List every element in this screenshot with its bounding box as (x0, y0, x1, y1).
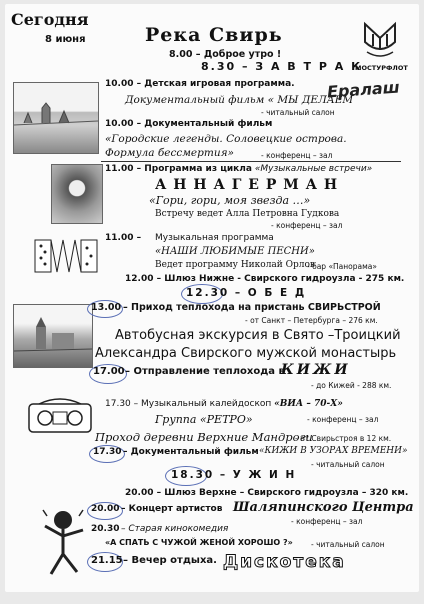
line-bar: - бар «Панорама» (307, 262, 377, 271)
disco-word: Дискотека (223, 552, 346, 572)
line-conf-hall-4: - конференц – зал (291, 517, 363, 526)
date-label: 8 июня (45, 34, 86, 45)
line-orlov: Ведет программу Николай Орлов (155, 260, 316, 270)
line-conf-hall-3: - конференц – зал (307, 415, 379, 424)
departure-time: 17.00 (93, 366, 125, 377)
line-mandrogi: Проход деревни Верхние Мандроги (95, 430, 313, 444)
line-arrival: – Приход теплохода на пристань СВИРЬСТРОЙ (123, 302, 381, 313)
doc-time: 17.30 (93, 447, 122, 457)
monastery-island-photo (13, 82, 99, 154)
cassette-player-illustration (25, 396, 95, 436)
yeralash-logo: Ералаш (326, 77, 401, 102)
line-to-kizhi: - до Кижей - 288 км. (311, 381, 392, 390)
line-retro: Группа «РЕТРО» (155, 413, 253, 426)
line-reading-salon-3: - читальный салон (311, 540, 385, 549)
line-chaliapin: Шаляпинского Центра (233, 500, 414, 515)
mosturflot-logo (361, 20, 399, 60)
line-kizhi-film: «КИЖИ В УЗОРАХ ВРЕМЕНИ» (259, 446, 408, 456)
logo-text: МОСТУРФЛОТ (355, 64, 408, 72)
line-10-doc: 10.00 – Документальный фильм (105, 119, 273, 129)
dancer-illustration (33, 504, 93, 580)
line-conf-hall-1: - конференц – зал (261, 151, 333, 160)
line-comedy-title: «А СПАТЬ С ЧУЖОЙ ЖЕНОЙ ХОРОШО ?» (105, 538, 293, 547)
monastery-photo (13, 304, 93, 368)
anna-german-title: А Н Н А Г Е Р М А Н (155, 177, 339, 193)
concert-time: 20.00 (91, 504, 120, 514)
dinner-line: 18.30 – У Ж И Н (171, 469, 297, 481)
line-monastery: Александра Свирского мужской монастырь (95, 346, 397, 361)
line-yeralash-film: Документальный фильм « МЫ ДЕЛАЕМ (125, 94, 354, 106)
kizhi-word: КИЖИ (281, 362, 351, 378)
line-good-morning: 8.00 – Доброе утро ! (169, 49, 282, 60)
line-concert: – Концерт артистов (121, 504, 223, 514)
line-evening: – Вечер отдыха. (123, 555, 217, 566)
line-legends: «Городские легенды. Соловецкие острова. (105, 133, 347, 145)
line-formula: Формула бессмертия» (105, 147, 234, 159)
line-11-music: Музыкальная программа (155, 233, 274, 243)
line-from-svirstroy: - от Свирьстроя в 12 км. (295, 434, 392, 443)
line-lock-upper: 20.00 – Шлюз Верхне – Свирского гидроузла – 320 км. (125, 488, 409, 498)
line-from-spb: - от Санкт – Петербурга – 276 км. (245, 316, 378, 325)
line-bus-tour: Автобусная экскурсия в Свято –Троицкий (115, 328, 401, 343)
line-conf-hall-2: - конференц – зал (271, 221, 343, 230)
evening-time: 21.15 (91, 555, 123, 566)
accordion-illustration (33, 234, 99, 278)
singer-portrait-photo (51, 164, 103, 224)
lunch-line: 12.30 – О Б Е Д (186, 287, 307, 299)
line-reading-salon-2: - читальный салон (311, 460, 385, 469)
line-departure: – Отправление теплохода в (125, 366, 285, 377)
arrival-time: 13.00 (91, 302, 122, 313)
line-doc-kizhi: – Документальный фильм (123, 447, 259, 457)
today-label: Сегодня (11, 10, 89, 29)
route-title: Река Свирь (145, 24, 283, 46)
schedule-sheet (5, 4, 419, 592)
breakfast-line: 8.30 – З А В Т Р А К (201, 60, 363, 73)
line-10-children: 10.00 – Детская игровая программа. (105, 79, 295, 89)
line-favorite-songs: «НАШИ ЛЮБИМЫЕ ПЕСНИ» (155, 246, 315, 257)
line-host: Встречу ведет Алла Петровна Гудкова (155, 209, 340, 219)
line-comedy: – Старая кинокомедия (121, 524, 229, 534)
comedy-time: 20.30 (91, 524, 120, 534)
line-11-program: 11.00 – Программа из цикла «Музыкальные встречи» (105, 164, 373, 174)
line-reading-salon-1: - читальный салон (261, 108, 335, 117)
line-via: 17.30 – Музыкальный калейдоскоп «ВИА – 70-Х» (105, 399, 343, 409)
line-lock-lower: 12.00 – Шлюз Нижне - Свирского гидроузла - 275 км. (125, 274, 405, 284)
line-song-title: «Гори, гори, моя звезда …» (149, 194, 311, 207)
divider (101, 161, 401, 162)
line-11-music-time: 11.00 – (105, 233, 142, 243)
